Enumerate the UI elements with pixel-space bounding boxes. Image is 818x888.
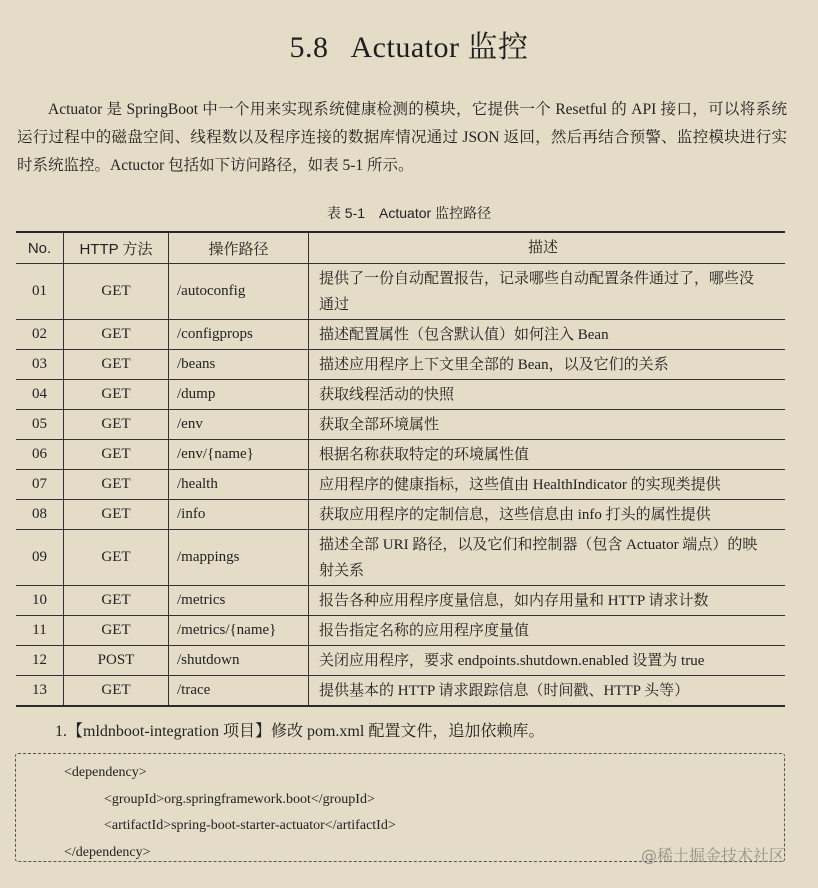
cell-desc: 描述全部 URI 路径，以及它们和控制器（包含 Actuator 端点）的映射关系	[309, 530, 786, 586]
cell-no: 09	[16, 530, 64, 586]
table-row	[16, 440, 785, 470]
header-path: 操作路径	[169, 232, 309, 264]
cell-path: /metrics	[169, 586, 309, 616]
cell-no: 01	[16, 264, 64, 320]
table-caption-title: Actuator 监控路径	[379, 205, 492, 221]
cell-method: GET	[64, 264, 169, 320]
cell-desc: 描述应用程序上下文里全部的 Bean，以及它们的关系	[309, 350, 786, 380]
intro-paragraph	[17, 96, 787, 180]
cell-method: GET	[64, 440, 169, 470]
table-row	[16, 350, 785, 380]
cell-path: /beans	[169, 350, 309, 380]
cell-desc: 获取应用程序的定制信息，这些信息由 info 打头的属性提供	[309, 500, 786, 530]
section-title-text: Actuator 监控	[350, 31, 529, 64]
cell-desc: 提供基本的 HTTP 请求跟踪信息（时间戳、HTTP 头等）	[309, 676, 786, 707]
cell-method: GET	[64, 500, 169, 530]
cell-path: /trace	[169, 676, 309, 707]
cell-desc: 应用程序的健康指标，这些值由 HealthIndicator 的实现类提供	[309, 470, 786, 500]
cell-desc: 提供了一份自动配置报告，记录哪些自动配置条件通过了，哪些没通过	[309, 264, 786, 320]
actuator-paths-table	[16, 231, 785, 707]
cell-method: GET	[64, 410, 169, 440]
table-row	[16, 676, 785, 707]
cell-desc: 根据名称获取特定的环境属性值	[309, 440, 786, 470]
table-row	[16, 264, 785, 320]
table-header-row	[16, 232, 785, 264]
cell-desc: 描述配置属性（包含默认值）如何注入 Bean	[309, 320, 786, 350]
cell-desc: 关闭应用程序，要求 endpoints.shutdown.enabled 设置为 true	[309, 646, 786, 676]
cell-no: 03	[16, 350, 64, 380]
table-row	[16, 530, 785, 586]
table-row	[16, 380, 785, 410]
table-row	[16, 646, 785, 676]
table-row	[16, 616, 785, 646]
intro-text: Actuator 是 SpringBoot 中一个用来实现系统健康检测的模块，它提供一个 Resetful 的 API 接口，可以将系统运行过程中的磁盘空间、线程数以及程序连接的数据库情况通过 JSON 返回，然后再结合预警、监控模块进行实时系统监控。Actuctor 包括如下访问路径，如表 5-1 所示。	[17, 101, 787, 174]
cell-path: /shutdown	[169, 646, 309, 676]
cell-method: GET	[64, 470, 169, 500]
cell-method: GET	[64, 380, 169, 410]
cell-method: GET	[64, 586, 169, 616]
cell-desc: 报告指定名称的应用程序度量值	[309, 616, 786, 646]
cell-no: 02	[16, 320, 64, 350]
cell-desc: 报告各种应用程序度量信息，如内存用量和 HTTP 请求计数	[309, 586, 786, 616]
cell-path: /env/{name}	[169, 440, 309, 470]
code-line: <artifactId>spring-boot-starter-actuator</artifactId>	[104, 818, 396, 833]
cell-path: /dump	[169, 380, 309, 410]
cell-method: POST	[64, 646, 169, 676]
code-line: <dependency>	[64, 765, 147, 780]
cell-method: GET	[64, 616, 169, 646]
cell-no: 04	[16, 380, 64, 410]
header-method: HTTP 方法	[64, 232, 169, 264]
code-line: <groupId>org.springframework.boot</groupId>	[104, 791, 375, 807]
cell-no: 11	[16, 616, 64, 646]
table-row	[16, 470, 785, 500]
cell-desc: 获取全部环境属性	[309, 410, 786, 440]
table-caption	[0, 203, 818, 223]
table-row	[16, 410, 785, 440]
cell-path: /configprops	[169, 320, 309, 350]
cell-desc: 获取线程活动的快照	[309, 380, 786, 410]
cell-no: 12	[16, 646, 64, 676]
cell-no: 07	[16, 470, 64, 500]
cell-method: GET	[64, 320, 169, 350]
header-desc: 描述	[309, 232, 786, 264]
header-no: No.	[16, 232, 64, 264]
table-row	[16, 500, 785, 530]
watermark: @稀土掘金技术社区	[641, 846, 786, 865]
section-title	[0, 22, 818, 66]
cell-path: /info	[169, 500, 309, 530]
code-block	[64, 760, 396, 866]
cell-path: /metrics/{name}	[169, 616, 309, 646]
table-row	[16, 320, 785, 350]
section-number: 5.8	[289, 31, 329, 64]
cell-no: 10	[16, 586, 64, 616]
cell-path: /env	[169, 410, 309, 440]
cell-no: 05	[16, 410, 64, 440]
cell-no: 13	[16, 676, 64, 707]
step-instruction: 1.【mldnboot-integration 项目】修改 pom.xml 配置文件，追加依赖库。	[55, 723, 545, 740]
cell-method: GET	[64, 676, 169, 707]
table-row	[16, 586, 785, 616]
cell-no: 06	[16, 440, 64, 470]
table-caption-number: 表 5-1	[326, 205, 366, 221]
code-line: </dependency>	[64, 844, 151, 860]
cell-path: /autoconfig	[169, 264, 309, 320]
cell-no: 08	[16, 500, 64, 530]
cell-path: /mappings	[169, 530, 309, 586]
cell-method: GET	[64, 530, 169, 586]
cell-path: /health	[169, 470, 309, 500]
cell-method: GET	[64, 350, 169, 380]
